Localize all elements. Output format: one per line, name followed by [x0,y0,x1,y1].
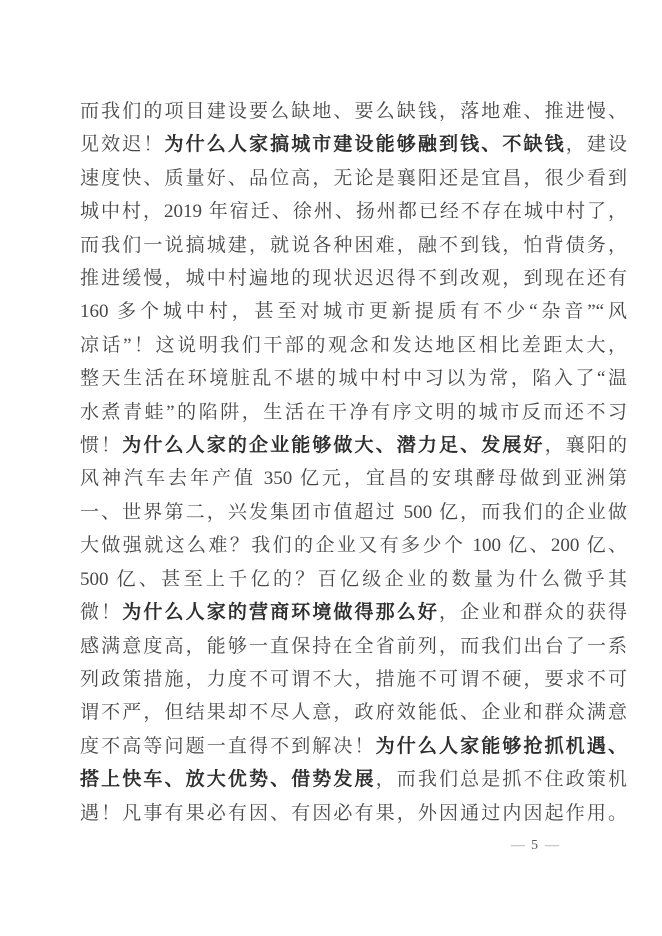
body-text: ，建设 [565,134,627,156]
body-text: 160 多个城中村，甚至对城市更新提质有不少“杂音”“风 [80,301,627,323]
footer-left-dash: — [511,838,524,853]
text-line [80,730,627,763]
emphasized-text: 为什么人家的企业能够做大、潜力足、发展好 [122,435,545,457]
text-line [80,596,627,629]
body-text: 惯！ [80,435,123,457]
body-text: 度不高等问题一直得不到解决！ [80,735,376,757]
body-text: 风神汽车去年产值 350 亿元，宜昌的安琪酵母做到亚洲第 [80,468,627,490]
footer-right-dash: — [545,838,558,853]
body-text: 而我们的项目建设要么缺地、要么缺钱，落地难、推进慢、 [80,101,627,122]
text-line [80,797,627,830]
text-line [80,295,627,328]
text-line [80,696,627,729]
text-line [80,162,627,195]
emphasized-text: 为什么人家能够抢抓机遇、 [375,735,627,757]
text-line [80,195,627,228]
text-line [80,529,627,562]
text-line [80,329,627,362]
page-number: 5 [531,838,538,853]
body-text: ，而我们总是抓不住政策机 [375,769,627,791]
body-text: ，襄阳的 [544,435,627,457]
text-line [80,229,627,262]
body-text: ，企业和群众的获得 [439,602,627,624]
text-line [80,563,627,596]
body-text: 整天生活在环境脏乱不堪的城中村中习以为常，陷入了“温 [80,368,627,390]
body-text: 城中村，2019 年宿迁、徐州、扬州都已经不存在城中村了， [80,201,627,223]
text-line [80,262,627,295]
body-text: 而我们一说搞城建，就说各种困难，融不到钱，怕背债务， [80,234,627,256]
text-line [80,630,627,663]
body-text: 微！ [80,602,123,624]
document-body [80,95,627,830]
text-line [80,95,627,128]
body-text: 遇！凡事有果必有因、有因必有果，外因通过内因起作用。 [80,802,627,824]
body-text: 感满意度高，能够一直保持在全省前列，而我们出台了一系 [80,635,627,657]
text-line [80,429,627,462]
body-text: 水煮青蛙”的陷阱，生活在干净有序文明的城市反而还不习 [80,401,627,423]
body-text: 列政策措施，力度不可谓不大，措施不可谓不硬，要求不可 [80,668,627,690]
text-line [80,396,627,429]
body-text: 速度快、质量好、品位高，无论是襄阳还是宜昌，很少看到 [80,167,627,189]
text-line [80,462,627,495]
body-text: 一、世界第二，兴发集团市值超过 500 亿，而我们的企业做 [80,501,627,523]
body-text: 大做强就这么难？我们的企业又有多少个 100 亿、200 亿、 [80,535,627,557]
text-line [80,362,627,395]
body-text: 见效迟！ [80,134,165,156]
body-text: 推进缓慢，城中村遍地的现状迟迟得不到改观，到现在还有 [80,268,627,290]
emphasized-text: 为什么人家搞城市建设能够融到钱、不缺钱 [164,134,566,156]
emphasized-text: 为什么人家的营商环境做得那么好 [122,602,440,624]
page-footer [504,836,565,856]
body-text: 谓不严，但结果却不尽人意，政府效能低、企业和群众满意 [80,702,627,724]
text-line [80,496,627,529]
text-line [80,663,627,696]
text-line [80,128,627,161]
emphasized-text: 搭上快车、放大优势、借势发展 [80,769,376,791]
text-line [80,763,627,796]
body-text: 凉话”！这说明我们干部的观念和发达地区相比差距太大， [80,334,627,356]
body-text: 500 亿、甚至上千亿的？百亿级企业的数量为什么微乎其 [80,568,627,590]
